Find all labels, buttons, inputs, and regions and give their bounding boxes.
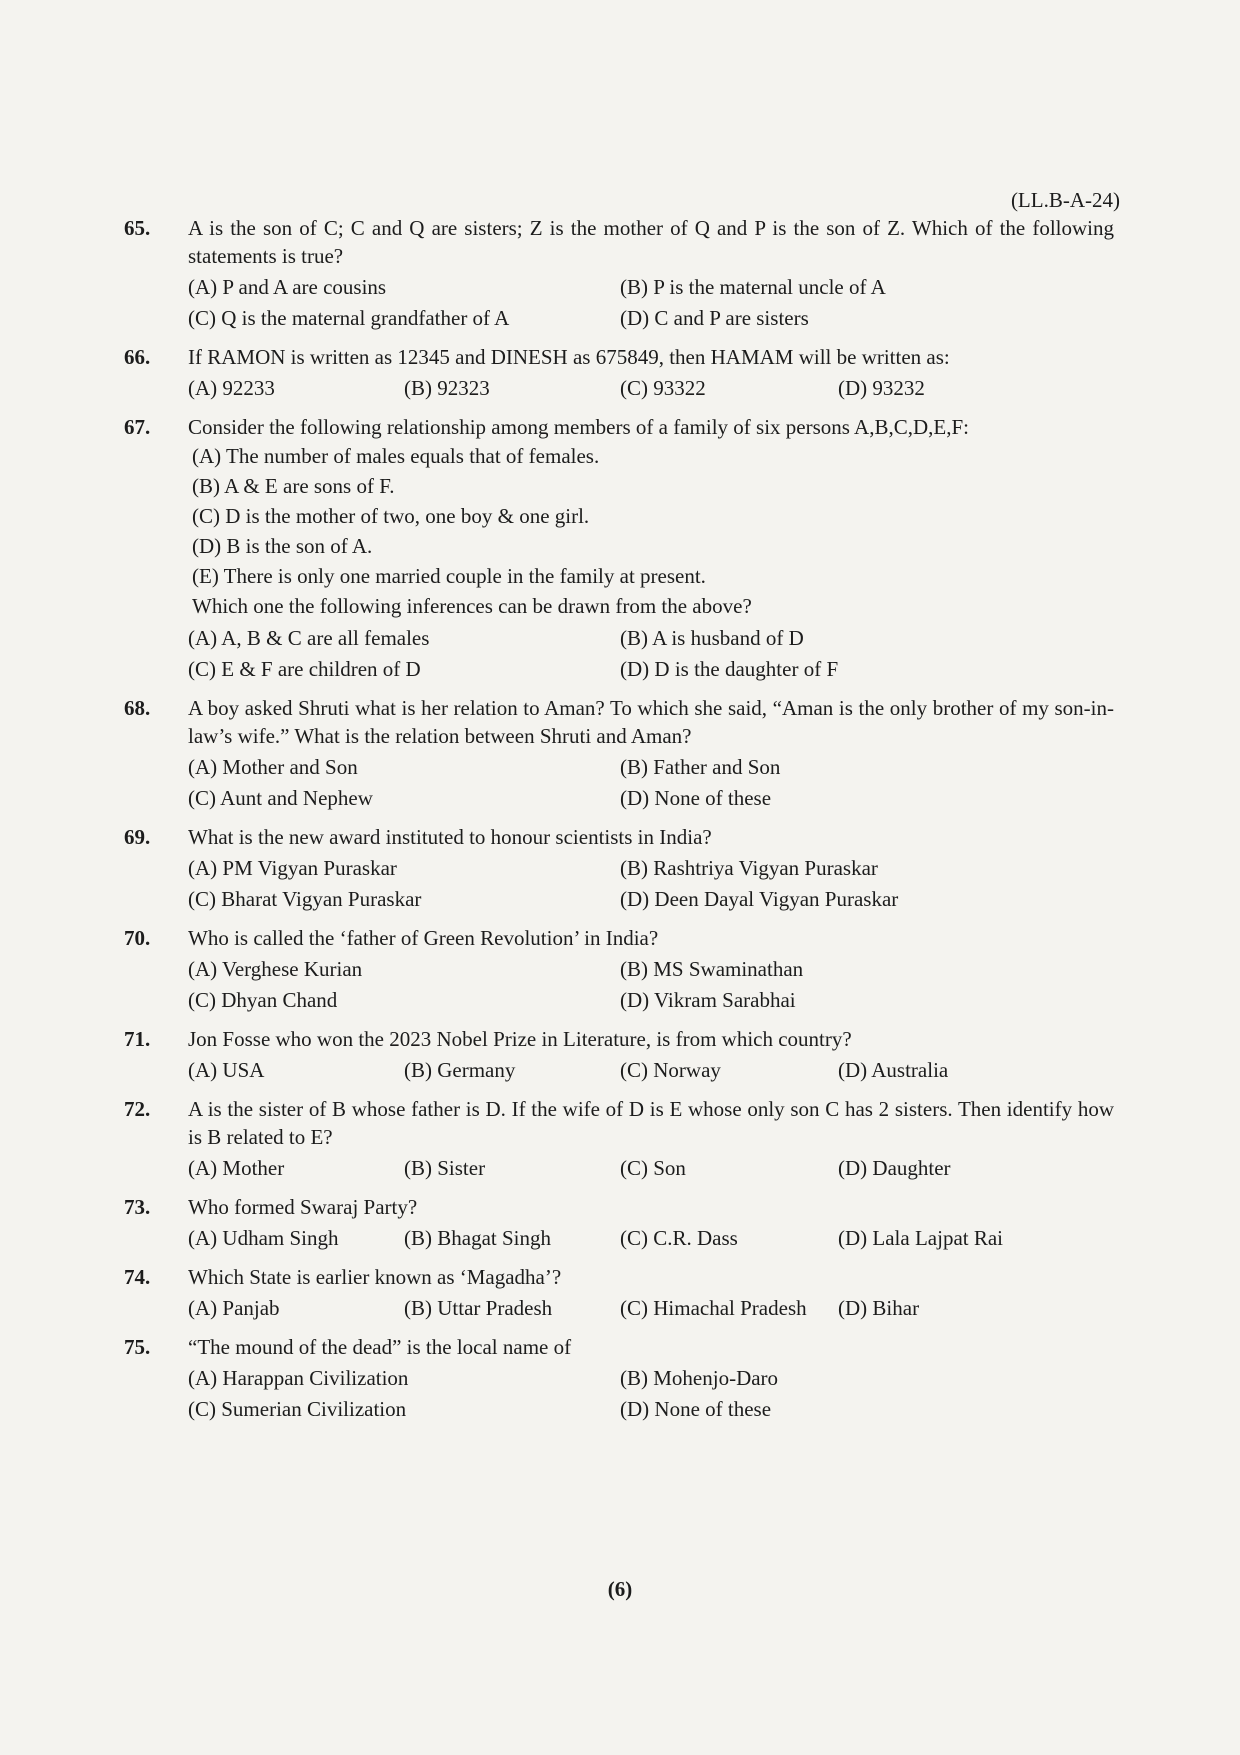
question-list xyxy=(124,214,1114,1434)
question-body xyxy=(188,924,1114,1016)
option-group xyxy=(188,371,1114,404)
option-group xyxy=(188,1291,1114,1324)
option-group xyxy=(188,621,1114,685)
question-body xyxy=(188,413,1114,685)
answer-option: (A) Mother and Son xyxy=(188,755,358,779)
answer-option: (C) Dhyan Chand xyxy=(188,988,338,1012)
answer-option: (B) Mohenjo-Daro xyxy=(620,1366,779,1390)
question-number: 72. xyxy=(124,1097,151,1121)
question-text: Who is called the ‘father of Green Revolution’ in India? xyxy=(188,926,659,950)
question-item xyxy=(124,1095,1114,1184)
answer-option: (A) A, B & C are all females xyxy=(188,626,430,650)
answer-option: (D) Lala Lajpat Rai xyxy=(838,1226,1004,1250)
question-text: “The mound of the dead” is the local name of xyxy=(188,1335,572,1359)
option-group xyxy=(188,952,1114,1016)
option-group xyxy=(188,270,1114,334)
option-group xyxy=(188,1053,1114,1086)
answer-option: (A) PM Vigyan Puraskar xyxy=(188,856,397,880)
question-statement: (A) The number of males equals that of females. xyxy=(192,444,600,468)
answer-option: (B) MS Swaminathan xyxy=(620,957,804,981)
answer-option: (C) Bharat Vigyan Puraskar xyxy=(188,887,422,911)
answer-option: (D) None of these xyxy=(620,1397,772,1421)
question-text: A is the son of C; C and Q are sisters; Z is the mother of Q and P is the son of Z. Which of the following statements is true? xyxy=(188,216,1114,268)
question-text: Who formed Swaraj Party? xyxy=(188,1195,418,1219)
paper-code: (LL.B-A-24) xyxy=(1010,188,1120,212)
question-body xyxy=(188,214,1114,334)
question-body xyxy=(188,694,1114,814)
question-item xyxy=(124,413,1114,685)
answer-option: (B) 92323 xyxy=(404,376,490,400)
answer-option: (C) Norway xyxy=(620,1058,721,1082)
answer-option: (B) Father and Son xyxy=(620,755,781,779)
answer-option: (C) Aunt and Nephew xyxy=(188,786,373,810)
answer-option: (A) Harappan Civilization xyxy=(188,1366,409,1390)
answer-option: (A) Udham Singh xyxy=(188,1226,339,1250)
question-text: Consider the following relationship among members of a family of six persons A,B,C,D,E,F: xyxy=(188,415,969,439)
question-number: 71. xyxy=(124,1027,151,1051)
answer-option: (B) A is husband of D xyxy=(620,626,804,650)
question-number: 65. xyxy=(124,216,151,240)
answer-option: (A) P and A are cousins xyxy=(188,275,387,299)
answer-option: (B) P is the maternal uncle of A xyxy=(620,275,886,299)
question-statement: (C) D is the mother of two, one boy & one girl. xyxy=(192,504,590,528)
answer-option: (D) D is the daughter of F xyxy=(620,657,839,681)
answer-option: (B) Bhagat Singh xyxy=(404,1226,551,1250)
question-statement: (D) B is the son of A. xyxy=(192,534,373,558)
question-statement: Which one the following inferences can be drawn from the above? xyxy=(192,594,752,618)
answer-option: (C) Son xyxy=(620,1156,686,1180)
page-number: (6) xyxy=(607,1577,633,1601)
question-number: 70. xyxy=(124,926,151,950)
question-text: What is the new award instituted to honour scientists in India? xyxy=(188,825,712,849)
question-body xyxy=(188,1333,1114,1425)
answer-option: (D) Daughter xyxy=(838,1156,951,1180)
answer-option: (A) USA xyxy=(188,1058,265,1082)
question-item xyxy=(124,343,1114,404)
question-number: 67. xyxy=(124,415,151,439)
answer-option: (D) C and P are sisters xyxy=(620,306,809,330)
answer-option: (C) Sumerian Civilization xyxy=(188,1397,407,1421)
answer-option: (D) Deen Dayal Vigyan Puraskar xyxy=(620,887,899,911)
answer-option: (A) Verghese Kurian xyxy=(188,957,363,981)
question-body xyxy=(188,1025,1114,1086)
option-group xyxy=(188,1221,1114,1254)
question-number: 68. xyxy=(124,696,151,720)
question-body xyxy=(188,343,1114,404)
question-statement: (B) A & E are sons of F. xyxy=(192,474,395,498)
answer-option: (A) Mother xyxy=(188,1156,285,1180)
question-text: Jon Fosse who won the 2023 Nobel Prize in Literature, is from which country? xyxy=(188,1027,852,1051)
question-item xyxy=(124,1193,1114,1254)
question-number: 69. xyxy=(124,825,151,849)
option-group xyxy=(188,750,1114,814)
answer-option: (B) Sister xyxy=(404,1156,486,1180)
option-group xyxy=(188,1151,1114,1184)
answer-option: (C) E & F are children of D xyxy=(188,657,421,681)
question-body xyxy=(188,1193,1114,1254)
question-text: If RAMON is written as 12345 and DINESH as 675849, then HAMAM will be written as: xyxy=(188,345,950,369)
question-number: 75. xyxy=(124,1335,151,1359)
answer-option: (D) None of these xyxy=(620,786,772,810)
question-body xyxy=(188,823,1114,915)
answer-option: (D) Australia xyxy=(838,1058,949,1082)
question-text: A boy asked Shruti what is her relation to Aman? To which she said, “Aman is the only brother of my son-in-law’s wife.” What is the relation between Shruti and Aman? xyxy=(188,696,1114,748)
option-group xyxy=(188,851,1114,915)
answer-option: (A) Panjab xyxy=(188,1296,280,1320)
answer-option: (C) 93322 xyxy=(620,376,706,400)
question-item xyxy=(124,214,1114,334)
question-item xyxy=(124,1263,1114,1324)
question-statement: (E) There is only one married couple in the family at present. xyxy=(192,564,706,588)
question-item xyxy=(124,1333,1114,1425)
question-text: A is the sister of B whose father is D. If the wife of D is E whose only son C has 2 sisters. Then identify how is B related to E? xyxy=(188,1097,1114,1149)
question-body xyxy=(188,1095,1114,1184)
answer-option: (C) Himachal Pradesh xyxy=(620,1296,807,1320)
answer-option: (B) Rashtriya Vigyan Puraskar xyxy=(620,856,878,880)
question-item xyxy=(124,823,1114,915)
question-item xyxy=(124,924,1114,1016)
answer-option: (C) Q is the maternal grandfather of A xyxy=(188,306,510,330)
answer-option: (D) Bihar xyxy=(838,1296,920,1320)
answer-option: (B) Uttar Pradesh xyxy=(404,1296,553,1320)
question-text: Which State is earlier known as ‘Magadha’? xyxy=(188,1265,562,1289)
answer-option: (C) C.R. Dass xyxy=(620,1226,738,1250)
answer-option: (D) 93232 xyxy=(838,376,925,400)
answer-option: (A) 92233 xyxy=(188,376,275,400)
question-body xyxy=(188,1263,1114,1324)
answer-option: (D) Vikram Sarabhai xyxy=(620,988,796,1012)
answer-option: (B) Germany xyxy=(404,1058,516,1082)
question-number: 66. xyxy=(124,345,151,369)
option-group xyxy=(188,1361,1114,1425)
question-item xyxy=(124,1025,1114,1086)
question-item xyxy=(124,694,1114,814)
question-number: 73. xyxy=(124,1195,151,1219)
question-number: 74. xyxy=(124,1265,151,1289)
